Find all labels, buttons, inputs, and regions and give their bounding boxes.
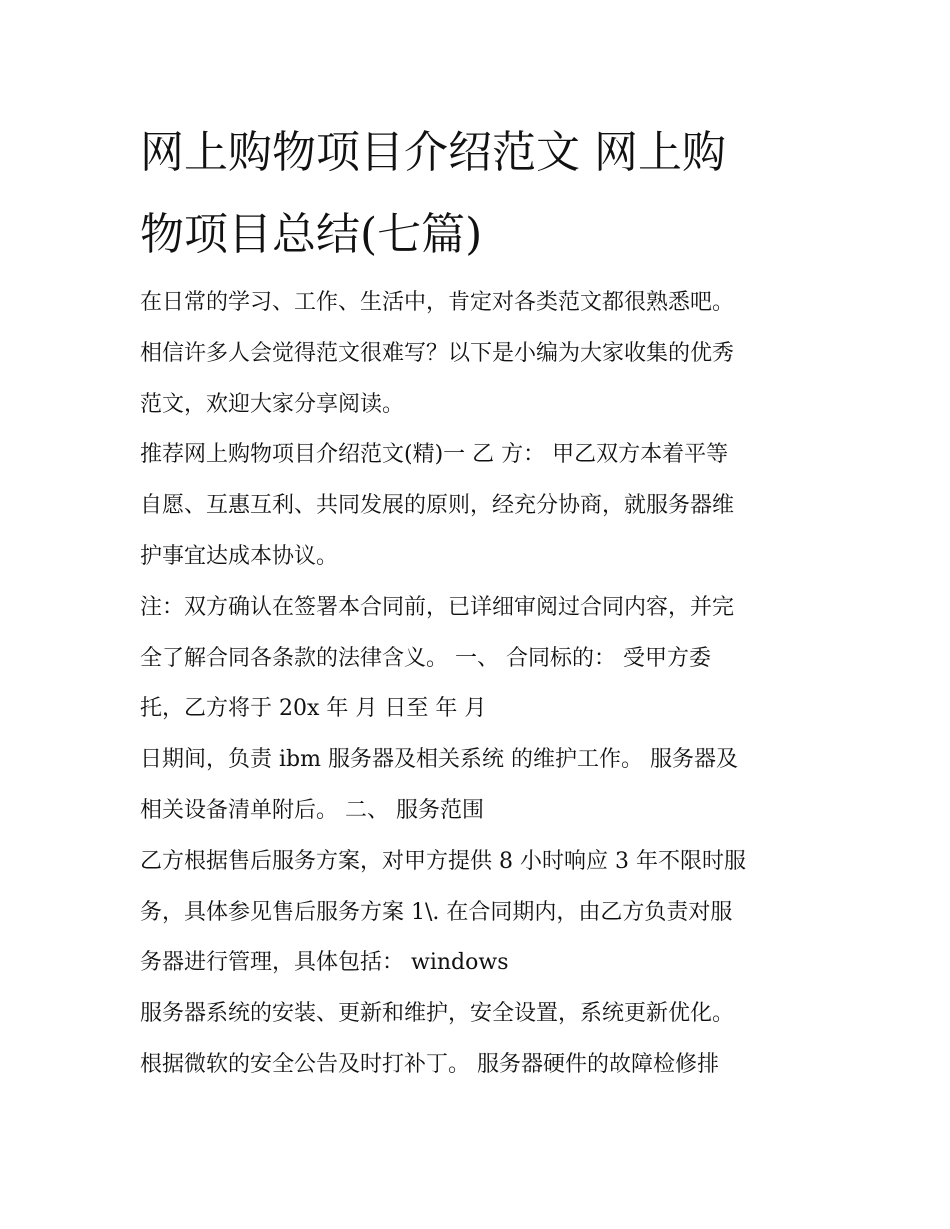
document-title [140,112,840,276]
body-line: 乙方根据售后服务方案，对甲方提供 8 小时响应 3 年不限时服 [140,848,746,874]
body-line: 自愿、互惠互利、共同发展的原则，经充分协商，就服务器维 [140,493,735,519]
body-line: 相信许多人会觉得范文很难写？以下是小编为大家收集的优秀 [140,340,735,366]
body-line: 全了解合同各条款的法律含义。 一、 合同标的： 受甲方委 [140,645,711,671]
body-line: 日期间，负责 ibm 服务器及相关系统 的维护工作。 服务器及 [140,747,738,773]
body-line: 相关设备清单附后。 二、 服务范围 [140,797,484,823]
body-line: 在日常的学习、工作、生活中，肯定对各类范文都很熟悉吧。 [140,290,735,315]
body-line: 根据微软的安全公告及时打补丁。 服务器硬件的故障检修排 [140,1051,719,1077]
body-line: 推荐网上购物项目介绍范文(精)一 乙 方： 甲乙双方本着平等 [140,442,729,468]
body-line: 注：双方确认在签署本合同前，已详细审阅过合同内容，并完 [140,594,735,620]
title-line-2: 物项目总结(七篇) [140,209,483,260]
body-line: 托，乙方将于 20x 年 月 日至 年 月 [140,696,487,722]
document-body [140,278,820,1091]
body-line: 务器进行管理，具体包括： windows [140,950,509,976]
body-line: 服务器系统的安装、更新和维护，安全设置，系统更新优化。 [140,1001,735,1027]
title-line-1: 网上购物项目介绍范文 网上购 [140,127,726,178]
body-line: 范文，欢迎大家分享阅读。 [140,391,405,417]
body-line: 护事宜达成本协议。 [140,543,339,569]
body-line: 务，具体参见售后服务方案 1\. 在合同期内，由乙方负责对服 [140,899,733,925]
